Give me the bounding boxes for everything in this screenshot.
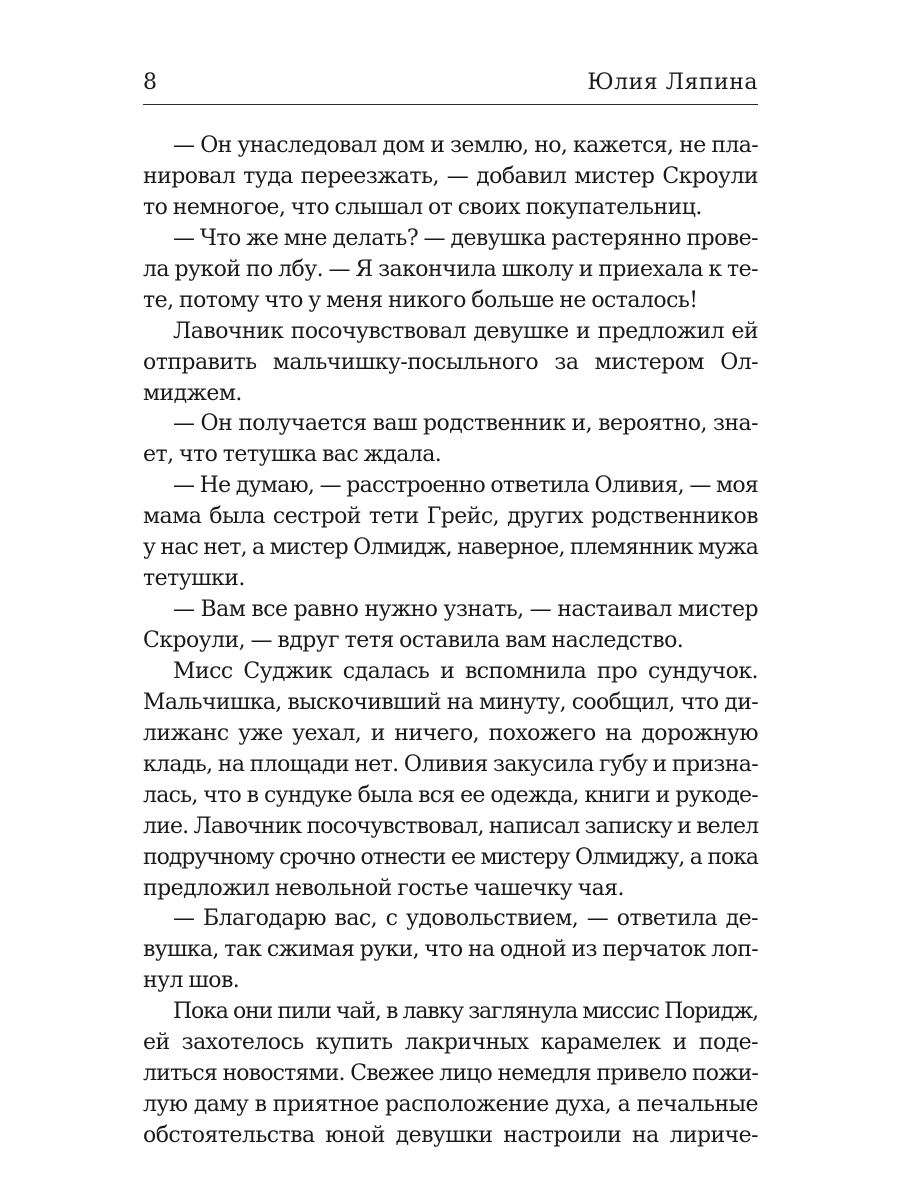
text-line: — Не думаю, — расстроенно ответила Оливия, — моя <box>173 473 758 499</box>
text-line: нировал туда переезжать, — добавил мистер Скроули <box>143 163 758 189</box>
text-line: кладь, на площади нет. Оливия закусила губу и призна- <box>143 751 758 777</box>
text-line: ей захотелось купить лакричных карамелек и поде- <box>143 1030 758 1056</box>
text-line: нул шов. <box>143 968 240 994</box>
text-line: предложил невольной гостье чашечку чая. <box>143 875 624 901</box>
text-line: лась, что в сундуке была вся ее одежда, книги и рукоде- <box>143 782 758 808</box>
text-line: Пока они пили чай, в лавку заглянула миссис Поридж, <box>173 999 758 1025</box>
text-line: Лавочник посочувствовал девушке и предложил ей <box>173 318 758 344</box>
text-line: — Благодарю вас, с удовольствием, — ответила де- <box>173 906 758 932</box>
text-line: подручному срочно отнести ее мистеру Олмиджу, а пока <box>143 844 758 870</box>
text-line: лую даму в приятное расположение духа, а печальные <box>143 1092 758 1118</box>
text-line: — Он унаследовал дом и землю, но, кажется, не пла- <box>173 133 758 158</box>
text-line: у нас нет, а мистер Олмидж, наверное, племянник мужа <box>143 535 758 561</box>
text-line: Скроули, — вдруг тетя оставила вам наследство. <box>143 628 684 653</box>
text-line: лижанс уже уехал, и ничего, похожего на дорожную <box>143 720 758 746</box>
text-line: миджем. <box>143 380 242 406</box>
text-line: литься новостями. Свежее лицо немедля привело пожи- <box>143 1061 758 1087</box>
text-line: Мальчишка, выскочивший на минуту, сообщил, что ди- <box>143 689 758 715</box>
text-line: ла рукой по лбу. — Я закончила школу и приехала к те- <box>143 256 758 282</box>
header-author: Юлия Ляпина <box>587 70 758 95</box>
text-line: тетушки. <box>143 566 245 592</box>
text-line: отправить мальчишку-посыльного за мистером Ол- <box>143 349 758 375</box>
text-line: Мисс Суджик сдалась и вспомнила про сундучок. <box>173 658 758 684</box>
text-line: лие. Лавочник посочувствовал, написал записку и велел <box>143 813 759 839</box>
text-line: — Что же мне делать? — девушка растерянно прове- <box>173 225 758 251</box>
header-rule <box>143 104 758 105</box>
page-number: 8 <box>143 70 157 95</box>
text-line: — Он получается ваш родственник и, вероятно, зна- <box>173 411 758 437</box>
text-line: — Вам все равно нужно узнать, — настаивал мистер <box>173 597 758 623</box>
text-line: мама была сестрой тети Грейс, других родственников <box>143 504 758 530</box>
body-text <box>143 131 758 1152</box>
text-line: те, потому что у меня никого больше не осталось! <box>143 287 698 313</box>
text-line: ет, что тетушка вас ждала. <box>143 442 442 468</box>
text-line: то немногое, что слышал от своих покупательниц. <box>143 194 702 220</box>
text-line: вушка, так сжимая руки, что на одной из перчаток лоп- <box>143 937 758 963</box>
running-head <box>143 66 758 100</box>
text-line: обстоятельства юной девушки настроили на лириче- <box>143 1123 758 1148</box>
